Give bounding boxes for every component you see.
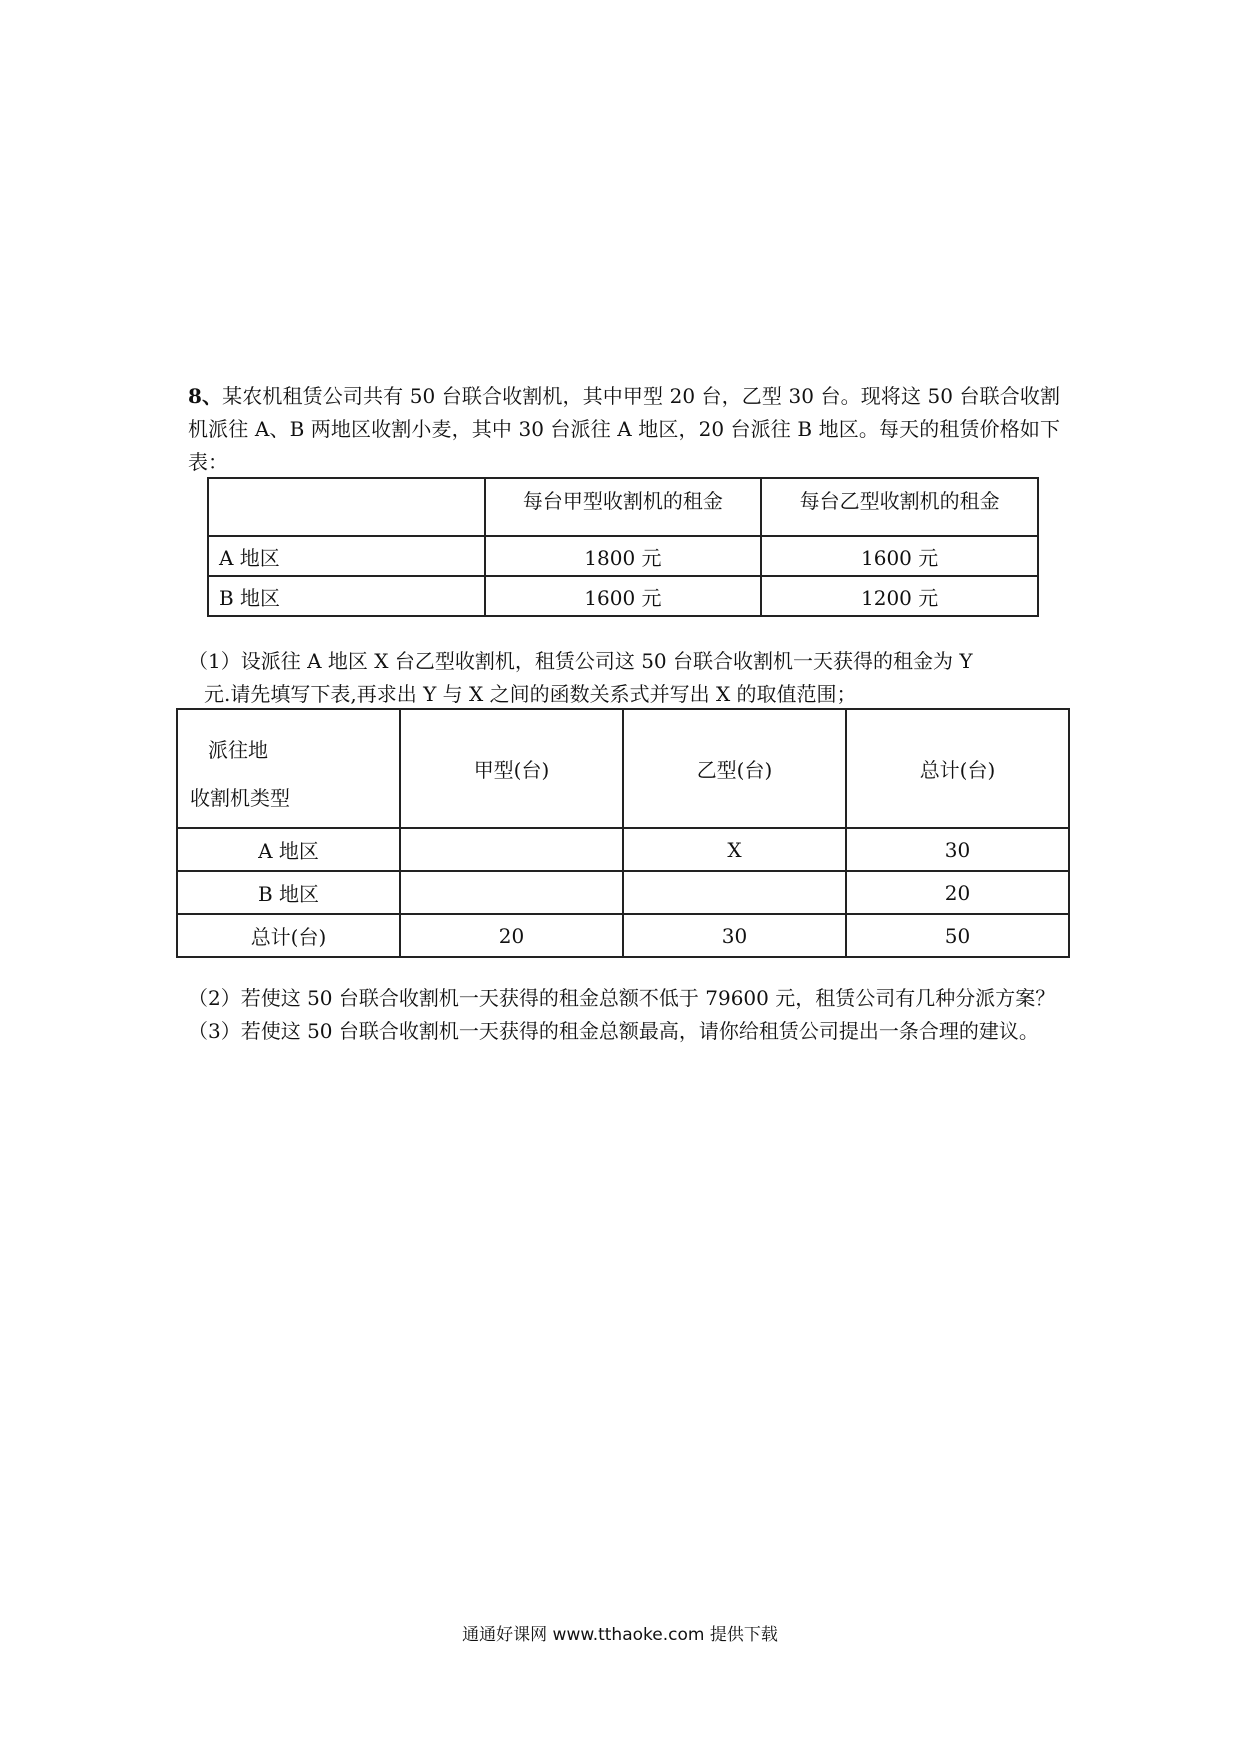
price-table-row bbox=[208, 536, 1038, 576]
dispatch-table bbox=[176, 708, 1070, 958]
dispatch-row-label: A 地区 bbox=[177, 828, 400, 871]
price-row-jia: 1600 元 bbox=[485, 576, 762, 616]
dispatch-row-yi: X bbox=[623, 828, 846, 871]
price-table-row bbox=[208, 576, 1038, 616]
problem-text: 某农机租赁公司共有 50 台联合收割机，其中甲型 20 台，乙型 30 台。现将这 50 台联合收割机派往 A、B 两地区收割小麦，其中 30 台派往 A 地区，20 台派往 B 地区。每天的租赁价格如下表： bbox=[188, 384, 1060, 474]
dispatch-table-row bbox=[177, 914, 1069, 957]
dispatch-row-label: 总计(台) bbox=[177, 914, 400, 957]
dispatch-row-total: 20 bbox=[846, 871, 1069, 914]
price-row-yi: 1200 元 bbox=[761, 576, 1038, 616]
dispatch-table-corner-cell bbox=[177, 709, 400, 828]
price-table-header-empty bbox=[208, 478, 485, 536]
dispatch-header-yi: 乙型(台) bbox=[623, 709, 846, 828]
sub-question-1-line2: 元.请先填写下表,再求出 Y 与 X 之间的函数关系式并写出 X 的取值范围； bbox=[204, 682, 857, 706]
sub-question-2: （2）若使这 50 台联合收割机一天获得的租金总额不低于 79600 元，租赁公司有几种分派方案？ bbox=[188, 986, 1056, 1010]
price-row-region: B 地区 bbox=[208, 576, 485, 616]
dispatch-header-total: 总计(台) bbox=[846, 709, 1069, 828]
dispatch-row-yi bbox=[623, 871, 846, 914]
problem-statement bbox=[188, 380, 1060, 479]
price-row-region: A 地区 bbox=[208, 536, 485, 576]
price-row-yi: 1600 元 bbox=[761, 536, 1038, 576]
dispatch-header-jia: 甲型(台) bbox=[400, 709, 623, 828]
sub-question-3: （3）若使这 50 台联合收割机一天获得的租金总额最高，请你给租赁公司提出一条合理的建议。 bbox=[188, 1019, 1039, 1043]
dispatch-row-jia: 20 bbox=[400, 914, 623, 957]
price-table-header-jia: 每台甲型收割机的租金 bbox=[485, 478, 762, 536]
price-table-header-row bbox=[208, 478, 1038, 536]
dispatch-row-jia bbox=[400, 871, 623, 914]
sub-questions-2-3 bbox=[188, 982, 1060, 1048]
corner-label-destination: 派往地 bbox=[208, 738, 268, 762]
price-row-jia: 1800 元 bbox=[485, 536, 762, 576]
price-table bbox=[207, 477, 1039, 617]
corner-label-type: 收割机类型 bbox=[190, 786, 290, 810]
page-footer: 通通好课网 www.tthaoke.com 提供下载 bbox=[462, 1625, 778, 1645]
dispatch-table-row bbox=[177, 871, 1069, 914]
dispatch-row-total: 50 bbox=[846, 914, 1069, 957]
dispatch-table-header-row bbox=[177, 709, 1069, 828]
problem-number: 8、 bbox=[188, 384, 223, 408]
sub-question-1 bbox=[188, 645, 1060, 711]
dispatch-row-label: B 地区 bbox=[177, 871, 400, 914]
dispatch-row-jia bbox=[400, 828, 623, 871]
dispatch-row-total: 30 bbox=[846, 828, 1069, 871]
dispatch-row-yi: 30 bbox=[623, 914, 846, 957]
dispatch-table-row bbox=[177, 828, 1069, 871]
price-table-header-yi: 每台乙型收割机的租金 bbox=[761, 478, 1038, 536]
sub-question-1-line1: （1）设派往 A 地区 X 台乙型收割机，租赁公司这 50 台联合收割机一天获得的租金为 Y bbox=[188, 649, 973, 673]
